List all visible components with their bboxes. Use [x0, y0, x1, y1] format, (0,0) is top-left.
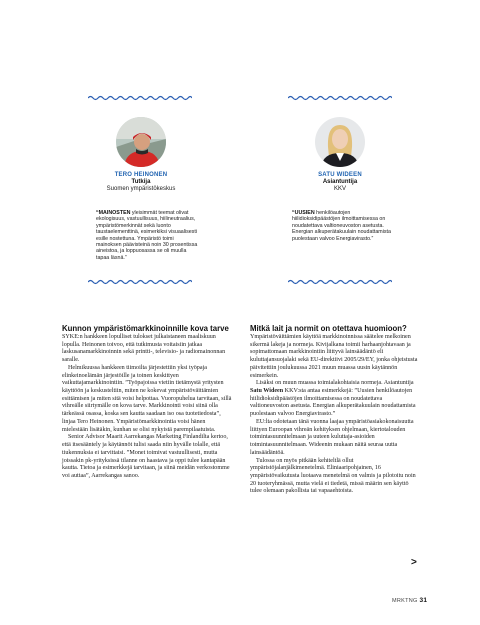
quote-lead: “UUSIEN: [292, 210, 315, 216]
paragraph: Helmikuussa hankkeen tiimoilta järjestettiin yksi työpaja elinkeinoelämän järjestöille ja toinen keskittyen vaikuttajamarkkinointiin. ”Työpajoissa vietiin tietämystä yritysten käyttöön ja keskusteltiin, miten ne kokevat ympäristöväittämien esittämisen ja miten sitä voisi helpottaa. Vuoropuhelua tarvitaan, sillä vihreälle siirtymälle on kova tarve. Markkinointi voisi siinä olla tärkeässä osassa, koska sen kautta saadaan iso osa tuotetiedosta”, linjaa Tero Heinonen. Ympäristömarkkinointia voisi hänen mielestään lisätäkin, kunhan se olisi nykyistä parempilaatuista.: [62, 364, 232, 433]
pull-quote-tero: [96, 210, 200, 261]
top-wave-left: [88, 95, 192, 101]
portrait-satu-wideen: [315, 117, 365, 167]
top-wave-right: [288, 95, 392, 101]
paragraph: EU:lta odotetaan tänä vuonna laajaa ympäristöasiakokonaisuutta liittyen Euroopan vihreän kehityksen ohjelmaan, kiertotalouden toimintasuunnitelmaan ja uuteen kuluttaja-asioiden toimintasuunnitelmaan. Wideenin mukaan näitä seuraa uutta lainsäädäntöä.: [250, 418, 414, 456]
paragraph: Ympäristöväittämien käyttöä markkinoinnissa säätelee melkoinen sikermä lakeja ja normeja. Kivijalkana toimii harhaanjohtavaan ja sopimattomaan markkinointiin liittyvä lainsäädäntö eli kuluttajansuojalaki sekä EU-direktiivi 2005/29/EY, jonka ohjeistusta päivitettiin joulukuussa 2021 muun muassa uusin käytännön esimerkein.: [250, 334, 418, 379]
person-org: KKV: [333, 186, 346, 192]
pull-quote-satu: [292, 210, 392, 242]
article-column-right: [250, 324, 420, 496]
paragraph: Senior Advisor Maarit Aarrekangas Marketing Finlandilta kertoo, että itsesääntely ja käytännöt tulisi saada niin hyvälle tolalle, että tiukennuksia ei tarvittaisi. ”Monet toimivat vastuullisesti, mutta joissakin pk-yrityksissä tilanne on haastava ja oppi tulee kantapään kautta. Tietoa ja esimerkkejä tarvitaan, ja siinä meidän verkostomme voi auttaa”, Aarrekangas sanoo.: [62, 434, 230, 479]
bottom-wave-left: [88, 279, 192, 285]
person-role: Tutkija: [131, 179, 151, 185]
quote-lead: “MAINOSTEN: [96, 210, 131, 216]
footer-section: MRKTNG: [392, 598, 418, 604]
article-column-left: [62, 324, 232, 481]
section-heading: Mitkä lait ja normit on otettava huomioon?: [250, 324, 407, 333]
person-meta-satu: [295, 172, 385, 192]
paragraph: SYKE:n hankkeen lopulliset tulokset julkaistaneen maaliskuun lopulla. Heinonen toivoo, että tutkimusta voitaisiin jatkaa laskusanamarkkinoinnin sekä printti-, televisio- ja radiomainonnan saralle.: [62, 334, 226, 364]
person-meta-tero: [96, 172, 186, 192]
quote-body: yleisimmät teemat olivat ekologisuus, vastuullisuus, hiilineutraalius, ympäristömerkinnät sekä luonto taustaelementtinä, esimerkiksi visuaalisesti esille nostettuna. Ympäristö toimi mainoksen päävisteinä noin 30 prosentissa aineistoa, ja loppuosassa se oli muulla tapaa läsnä.”: [96, 210, 198, 261]
person-name: TERO HEINONEN: [114, 172, 168, 178]
section-heading: Kunnon ympäristömarkkinoinnille kova tarve: [62, 324, 229, 333]
person-role: Asiantuntija: [322, 179, 358, 185]
highlighted-name: Satu Wideen: [250, 388, 284, 395]
bottom-wave-right: [288, 279, 392, 285]
page-number: 31: [419, 597, 428, 604]
quote-body: henkilöautojen hiilidioksidipäästöjen ilmoittamisessa on noudatettava valtioneuvoston asetusta. Energian alkuperätakuulain noudattamista puolestaan valvoo Energiavirasto.”: [292, 210, 391, 242]
paragraph: Tulossa on myös pitkään kehiteltlä ollut ympäristöjalanjälkimenetelmä. Eliniaaripohjainen, 16 ympäristövaikutusta luotaava menetelmä on valmis ja pilotoitu noin 20 tuoteryhmässä, mutta vielä ei tiedetä, missä määrin sen käyttö tulee olemaan pakollista tai vapaaehtoista.: [250, 457, 416, 495]
person-name: SATU WIDEEN: [318, 172, 362, 178]
portrait-tero-heinonen: [116, 117, 166, 167]
continue-arrow-icon: >: [411, 557, 417, 568]
page-footer: [392, 597, 427, 604]
paragraph: Lisäksi on muun muassa toimialakohtaisia normeja. Asiantuntija Satu Wideen KKV:sta antaa esimerkkejä: ”Uusien henkilöautojen hiilidioksidipäästöjen ilmoittamisessa on noudatettava valtioneuvoston asetusta. Energian alkuperätakuulain noudattamista puolestaan valvoo Energiavirasto.”: [250, 380, 416, 418]
person-org: Suomen ympäristökeskus: [106, 186, 176, 192]
